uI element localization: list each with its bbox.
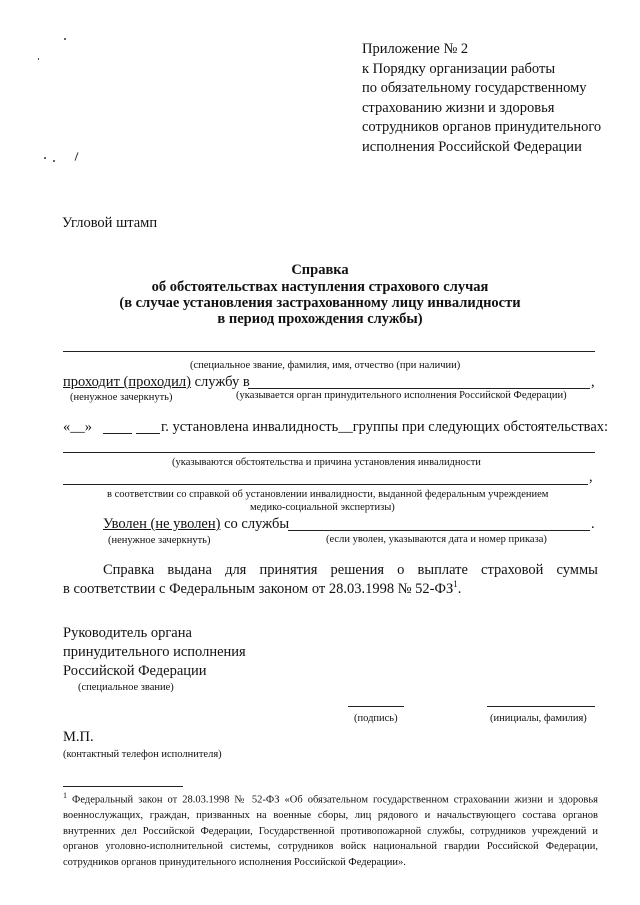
seal-label: М.П. <box>63 729 94 745</box>
appendix-line: Приложение № 2 <box>362 41 469 57</box>
signature-hint: (подпись) <box>354 713 398 724</box>
statement-word: принятия <box>259 562 318 578</box>
quote-close: » <box>84 419 92 435</box>
footnote-mark: 1 <box>63 791 67 800</box>
appendix-block <box>362 40 601 157</box>
period: . <box>591 516 595 532</box>
statement-word: выдана <box>167 562 212 578</box>
certificate-field-line[interactable] <box>63 484 588 485</box>
dismissal-status-option: Уволен (не уволен) <box>103 516 221 532</box>
date-quote <box>63 419 92 436</box>
service-label-text: службу в <box>191 374 250 390</box>
signature-field-line[interactable] <box>348 706 404 707</box>
appendix-line: к Порядку организации работы <box>362 60 556 77</box>
scan-speck <box>53 160 55 162</box>
dismissal-hint: (если уволен, указываются дата и номер приказа) <box>326 534 547 545</box>
month-field-line[interactable] <box>103 433 132 434</box>
certificate-hint: в соответствии со справкой об установлении инвалидности, выданной федеральным учреждением <box>107 489 549 500</box>
name-field-line[interactable] <box>63 351 595 352</box>
dismissal-field-line[interactable] <box>288 530 590 531</box>
document-subtitle: в период прохождения службы) <box>217 311 423 327</box>
footnote <box>63 788 598 870</box>
statement-word: суммы <box>556 562 598 578</box>
quote-open: « <box>63 419 71 435</box>
service-label <box>63 374 250 391</box>
footnote-reference[interactable]: 1 <box>453 579 458 589</box>
footnote-text: Федеральный закон от 28.03.1998 № 52-ФЗ «Об обязательном государственном страховании жизни и здоровья военнослужащих, граждан, призванных на военные сборы, лиц рядового и начальствующего состава органов внутренних дел Российской Федерации, Государственной противопожарной службы, сотрудников учреждений и органов уголовно-исполнительной системы, сотрудников войск национальной гвардии Российской Федерации, сотрудников органов принудительного исполнения Российской Федерации». <box>63 794 599 868</box>
name-field-hint: (специальное звание, фамилия, имя, отчество (при наличии) <box>190 360 461 371</box>
period: . <box>457 580 462 597</box>
organ-field-hint: (указывается орган принудительного исполнения Российской Федерации) <box>236 390 567 401</box>
document-title: Справка <box>291 262 349 278</box>
statement-word: страховой <box>481 562 544 578</box>
statement-word: выплате <box>417 562 468 578</box>
statement-line-2 <box>63 579 461 598</box>
comma: , <box>591 374 595 390</box>
head-title-line: принудительного исполнения <box>63 644 246 660</box>
dismissal-label-text: со службы <box>220 516 290 532</box>
footnote-separator <box>63 786 183 787</box>
circumstances-hint: (указываются обстоятельства и причина установления инвалидности <box>172 457 481 468</box>
appendix-line: страхованию жизни и здоровья <box>362 99 555 116</box>
scan-speck <box>38 58 39 60</box>
corner-stamp-label: Угловой штамп <box>62 215 158 231</box>
scan-speck <box>44 157 46 159</box>
head-title-line: Российской Федерации <box>63 663 207 679</box>
comma: , <box>589 469 593 485</box>
statement-text: в соответствии с Федеральным законом от 28.03.1998 № 52-ФЗ <box>63 580 454 597</box>
phone-hint: (контактный телефон исполнителя) <box>63 749 222 760</box>
appendix-line: исполнения Российской Федерации <box>362 138 582 155</box>
dismissal-label <box>103 516 289 533</box>
strike-hint: (ненужное зачеркнуть) <box>108 535 211 546</box>
head-title <box>63 624 246 681</box>
statement-word: решения <box>330 562 385 578</box>
year-field-line[interactable] <box>136 433 160 434</box>
document-subtitle: об обстоятельствах наступления страхового случая <box>151 279 489 295</box>
appendix-line: сотрудников органов принудительного <box>362 119 602 135</box>
document-subtitle: (в случае установления застрахованному лицу инвалидности <box>119 295 521 311</box>
rank-hint: (специальное звание) <box>78 682 174 693</box>
service-status-option: проходит (проходил) <box>63 374 191 390</box>
statement-word: Справка <box>103 562 155 578</box>
head-title-line: Руководитель органа <box>63 625 192 641</box>
statement-word: для <box>225 562 247 578</box>
statement-line-1 <box>103 562 598 579</box>
initials-field-line[interactable] <box>487 706 595 707</box>
certificate-hint: медико-социальной экспертизы) <box>250 502 395 513</box>
circumstances-field-line[interactable] <box>63 452 595 453</box>
day-blank[interactable]: __ <box>70 419 85 435</box>
disability-text: г. установлена инвалидность__группы при следующих обстоятельствах: <box>161 419 609 435</box>
scan-speck <box>64 38 66 40</box>
initials-hint: (инициалы, фамилия) <box>490 713 587 724</box>
statement-word: о <box>397 562 405 578</box>
organ-field-line[interactable] <box>248 388 590 389</box>
scan-speck <box>74 152 78 161</box>
appendix-line: по обязательному государственному <box>362 80 587 96</box>
strike-hint: (ненужное зачеркнуть) <box>70 392 173 403</box>
